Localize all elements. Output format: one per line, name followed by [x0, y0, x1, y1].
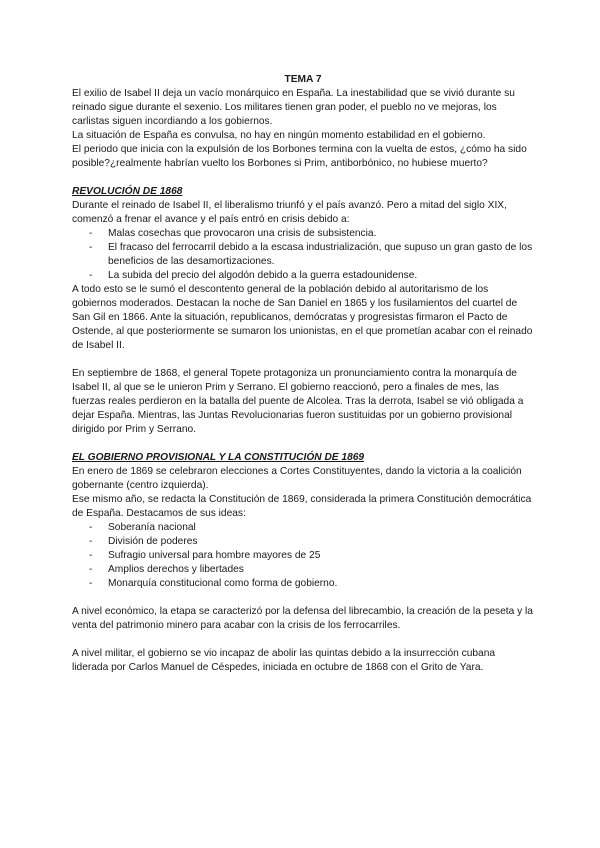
- spacer: [72, 171, 534, 185]
- spacer: [72, 353, 534, 367]
- section-heading-gobierno-provisional: EL GOBIERNO PROVISIONAL Y LA CONSTITUCIÓN DE 1869: [72, 452, 365, 463]
- list-item: - Amplios derechos y libertades: [108, 563, 534, 577]
- list-item: - División de poderes: [108, 535, 534, 549]
- list-item: - Sufragio universal para hombre mayores de 25: [108, 549, 534, 563]
- body-paragraph: A nivel militar, el gobierno se vio incapaz de abolir las quintas debido a la insurrección cubana liderada por Carlos Manuel de Céspedes, iniciada en octubre de 1868 con el Grito de Yara.: [72, 648, 496, 673]
- causes-list: [72, 227, 534, 283]
- page-title: TEMA 7: [284, 74, 322, 85]
- body-paragraph: A todo esto se le sumó el descontento general de la población debido al autoritarismo de los gobiernos moderados. Destacan la noche de San Daniel en 1865 y los fusilamientos del cuartel de San Gil en 1866. Ante la situación, republicanos, demócratas y progresistas firmaron el Pacto de Ostende, al que posteriormente se sumaron los unionistas, en el que prometían acabar con el reinado de Isabel II.: [72, 284, 533, 351]
- document-page: [72, 73, 534, 675]
- body-paragraph: Durante el reinado de Isabel II, el liberalismo triunfó y el país avanzó. Pero a mitad del siglo XIX, comenzó a frenar el avance y el país entró en crisis debido a:: [72, 200, 507, 225]
- spacer: [72, 591, 534, 605]
- body-paragraph: En enero de 1869 se celebraron elecciones a Cortes Constituyentes, dando la victoria a la coalición gobernante (centro izquierda).: [72, 466, 522, 491]
- body-paragraph: A nivel económico, la etapa se caracterizó por la defensa del librecambio, la creación de la peseta y la venta del patrimonio minero para acabar con la crisis de los ferrocarriles.: [72, 606, 533, 631]
- section-heading-revolucion: REVOLUCIÓN DE 1868: [72, 186, 183, 197]
- spacer: [72, 633, 534, 647]
- body-paragraph: Ese mismo año, se redacta la Constitución de 1869, considerada la primera Constitución democrática de España. Destacamos de sus ideas:: [72, 494, 532, 519]
- list-item: - La subida del precio del algodón debido a la guerra estadounidense.: [108, 269, 534, 283]
- spacer: [72, 437, 534, 451]
- intro-paragraph: El exilio de Isabel II deja un vacío monárquico en España. La inestabilidad que se vivió durante su reinado sigue durante el sexenio. Los militares tienen gran poder, el pueblo no ve mejoras, los carlistas siguen incordiando a los gobiernos.: [72, 88, 515, 127]
- intro-paragraph: El periodo que inicia con la expulsión de los Borbones termina con la vuelta de estos, ¿cómo ha sido posible?¿realmente habrían vuelto los Borbones si Prim, antiborbónico, no hubiese muerto?: [72, 144, 527, 169]
- ideas-list: [72, 521, 534, 591]
- list-item: - Monarquía constitucional como forma de gobierno.: [108, 577, 534, 591]
- body-paragraph: En septiembre de 1868, el general Topete protagoniza un pronunciamiento contra la monarquía de Isabel II, al que se le unieron Prim y Serrano. El gobierno reaccionó, pero a finales de mes, las fuerzas reales perdieron en la batalla del puente de Alcolea. Tras la derrota, Isabel se vió obligada a dejar España. Mientras, las Juntas Revolucionarias fueron sustituidas por un gobierno provisional dirigido por Prim y Serrano.: [72, 368, 524, 435]
- list-item: - Malas cosechas que provocaron una crisis de subsistencia.: [108, 227, 534, 241]
- list-item: - Soberanía nacional: [108, 521, 534, 535]
- list-item: - El fracaso del ferrocarril debido a la escasa industrialización, que supuso un gran gasto de los beneficios de las desamortizaciones.: [108, 241, 534, 269]
- intro-paragraph: La situación de España es convulsa, no hay en ningún momento estabilidad en el gobierno.: [72, 130, 486, 141]
